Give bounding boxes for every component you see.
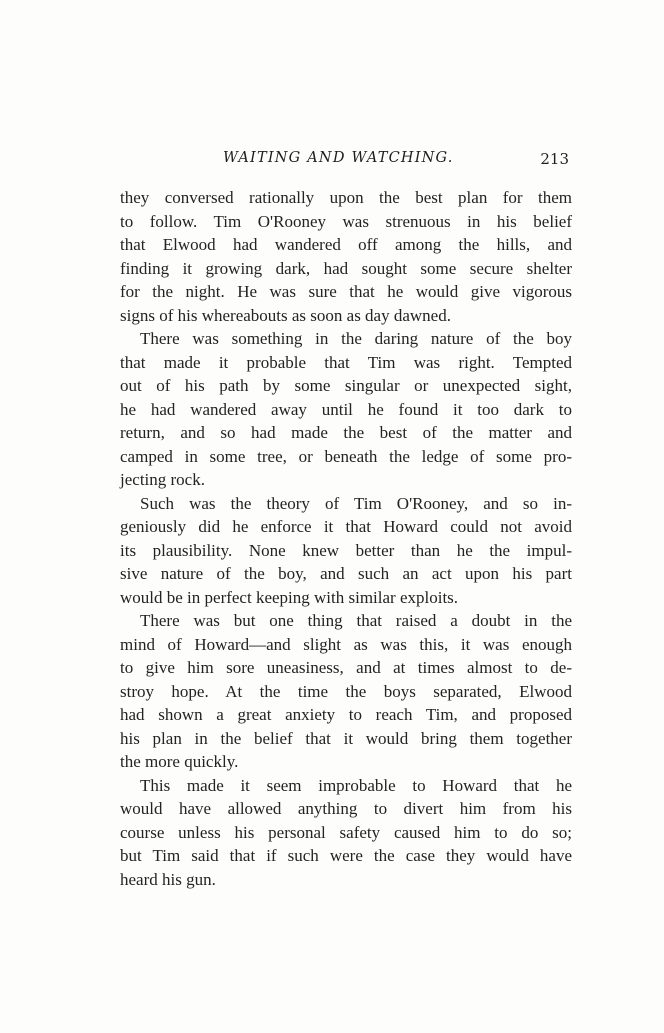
text-line: the more quickly. (120, 752, 239, 771)
running-title: WAITING AND WATCHING. (223, 150, 454, 166)
text-line: signs of his whereabouts as soon as day dawned. (120, 305, 451, 325)
text-line: to give him sore uneasiness, and at times almost to de- (120, 658, 572, 677)
text-line: heard his gun. (120, 869, 216, 889)
text-line: for the night. He was sure that he would give vigorous (120, 282, 572, 301)
text-line: he had wandered away until he found it too dark to (120, 399, 572, 419)
page-number: 213 (540, 150, 569, 168)
text-line: Such was the theory of Tim O'Rooney, and so in- (140, 493, 572, 513)
text-line: sive nature of the boy, and such an act upon his part (120, 564, 572, 583)
text-line: its plausibility. None knew better than he the impul- (120, 540, 572, 560)
text-line: mind of Howard—and slight as was this, it was enough (120, 634, 572, 654)
text-line: There was but one thing that raised a doubt in the (140, 611, 572, 630)
body-text (120, 186, 572, 891)
text-line: camped in some tree, or beneath the ledge of some pro- (120, 446, 572, 466)
text-line: but Tim said that if such were the case they would have (120, 846, 572, 865)
running-head (118, 150, 572, 174)
text-line: would have allowed anything to divert him from his (120, 799, 572, 818)
text-line: that made it probable that Tim was right. Tempted (120, 352, 572, 372)
text-line: his plan in the belief that it would bring them together (120, 728, 572, 748)
text-line: There was something in the daring nature of the boy (140, 329, 572, 348)
text-line: course unless his personal safety caused him to do so; (120, 822, 572, 842)
text-line: jecting rock. (120, 470, 205, 489)
text-line: This made it seem improbable to Howard that he (140, 775, 572, 795)
text-line: finding it growing dark, had sought some secure shelter (120, 258, 572, 278)
text-line: return, and so had made the best of the matter and (120, 423, 572, 442)
text-line: had shown a great anxiety to reach Tim, and proposed (120, 705, 572, 724)
text-line: that Elwood had wandered off among the hills, and (120, 235, 572, 254)
text-line: stroy hope. At the time the boys separated, Elwood (120, 681, 572, 701)
text-line: geniously did he enforce it that Howard could not avoid (120, 517, 572, 536)
text-line: they conversed rationally upon the best plan for them (120, 188, 572, 207)
text-line: to follow. Tim O'Rooney was strenuous in his belief (120, 211, 572, 231)
text-line: would be in perfect keeping with similar exploits. (120, 587, 459, 607)
text-line: out of his path by some singular or unexpected sight, (120, 376, 572, 395)
